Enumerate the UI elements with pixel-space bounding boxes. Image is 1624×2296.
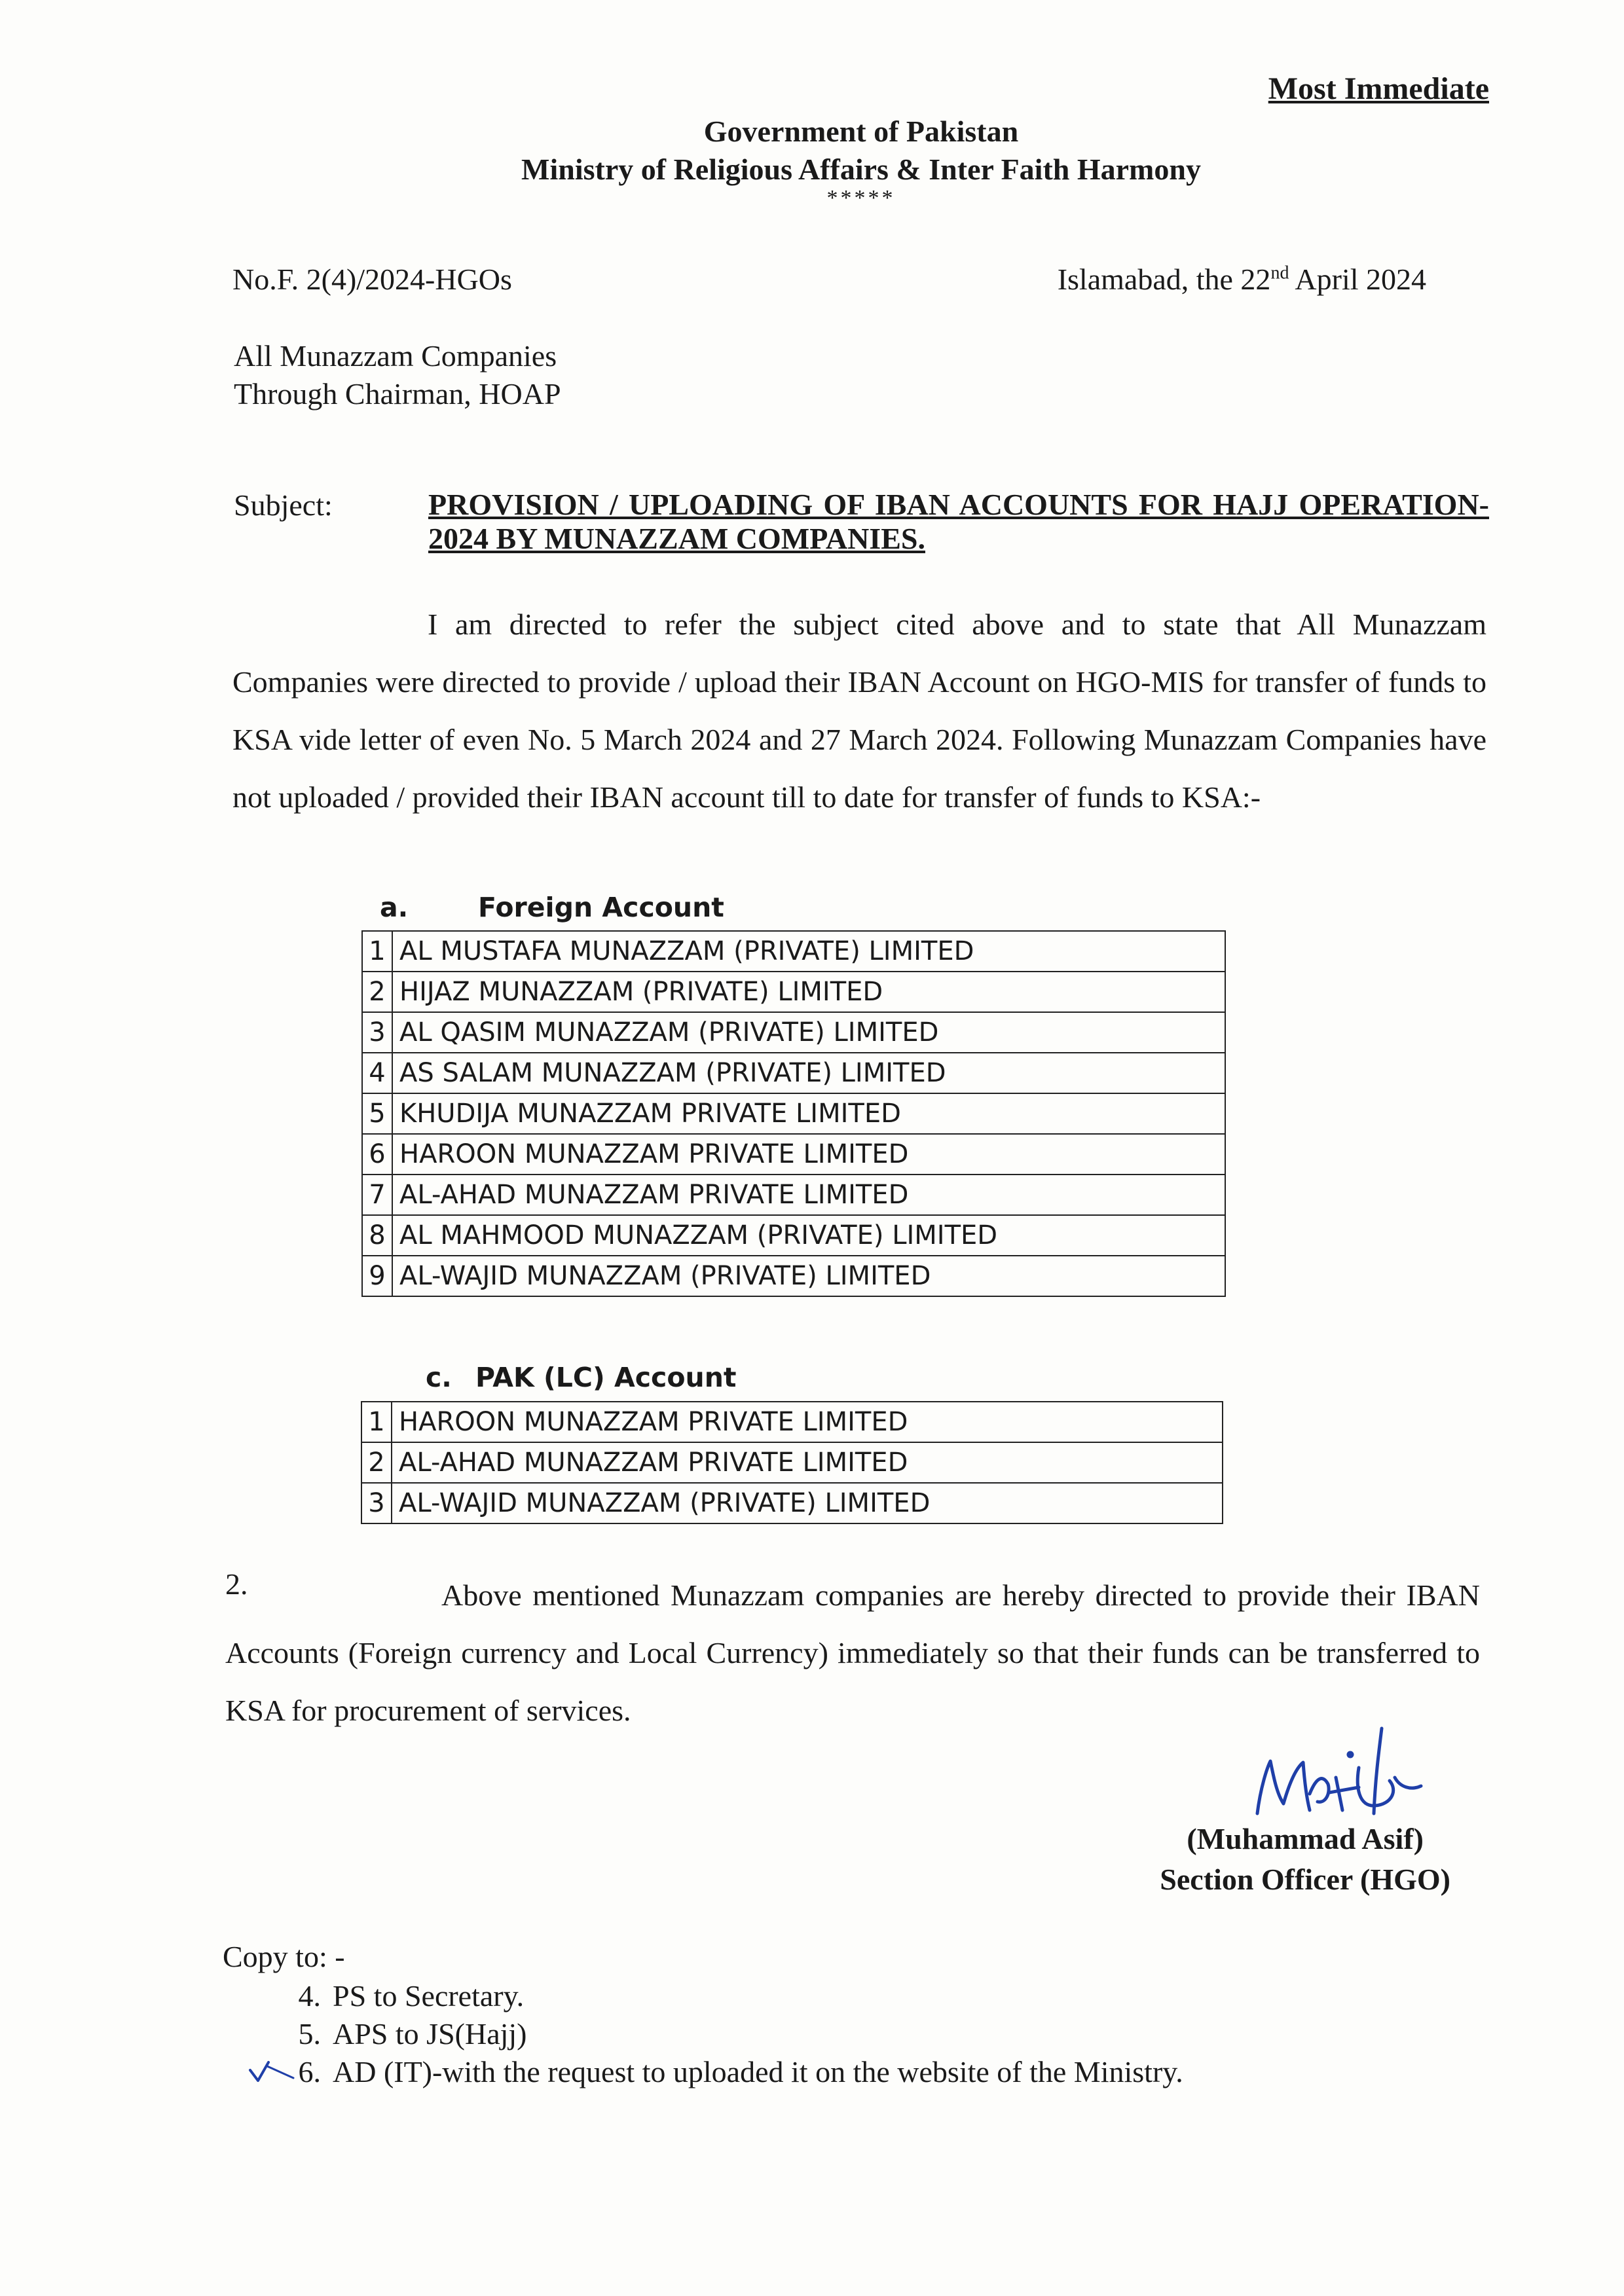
letterhead-ministry: Ministry of Religious Affairs & Inter Faith Harmony [521, 153, 1201, 186]
tick-mark-icon [248, 2058, 300, 2085]
foreign-account-table-body [362, 931, 1225, 1296]
pak-lc-account-company-name: AL-AHAD MUNAZZAM PRIVATE LIMITED [392, 1442, 1223, 1483]
letterhead [0, 113, 1624, 208]
addressee-line1: All Munazzam Companies [234, 339, 557, 373]
list-c-letter: c. [426, 1362, 452, 1393]
list-c-title: PAK (LC) Account [475, 1362, 737, 1393]
foreign-account-company-name: KHUDIJA MUNAZZAM PRIVATE LIMITED [392, 1093, 1225, 1134]
foreign-account-company-name: AS SALAM MUNAZZAM (PRIVATE) LIMITED [392, 1053, 1225, 1093]
reference-number: No.F. 2(4)/2024-HGOs [232, 263, 512, 296]
pak-lc-account-table-body [361, 1402, 1223, 1523]
date-prefix: Islamabad, the 22 [1057, 263, 1271, 296]
foreign-account-row [362, 972, 1225, 1012]
foreign-account-company-name: AL QASIM MUNAZZAM (PRIVATE) LIMITED [392, 1012, 1225, 1053]
paragraph-1: I am directed to refer the subject cited above and to state that All Munazzam Companies were directed to provide / upload their IBAN Account on HGO-MIS for transfer of funds to KSA vide letter of even No. 5 March 2024 and 27 March 2024. Following Munazzam Companies have not uploaded / provided their IBAN account till to date for transfer of funds to KSA:- [232, 608, 1486, 814]
copy-to-list [272, 1977, 1183, 2091]
copy-to-item-number: 4. [298, 1979, 321, 2013]
pak-lc-account-row [361, 1442, 1223, 1483]
foreign-account-row [362, 1093, 1225, 1134]
signatory-name: (Muhammad Asif) [1187, 1822, 1424, 1855]
copy-to-item-number: 6. [298, 2055, 321, 2088]
pak-lc-account-row-number: 2 [361, 1442, 392, 1483]
list-a-letter: a. [380, 892, 409, 923]
copy-to-item-text: PS to Secretary. [333, 1979, 525, 2013]
addressee-line2: Through Chairman, HOAP [234, 377, 561, 410]
foreign-account-row-number: 7 [362, 1175, 392, 1215]
foreign-account-row-number: 3 [362, 1012, 392, 1053]
paragraph-2: Above mentioned Munazzam companies are hereby directed to provide their IBAN Accounts (Foreign currency and Local Currency) immediately so that their funds can be transferred to KSA for procurement of services. [225, 1578, 1480, 1727]
pak-lc-account-table [361, 1401, 1223, 1524]
copy-to-item-text: AD (IT)-with the request to uploaded it on the website of the Ministry. [333, 2055, 1183, 2088]
date-suffix: April 2024 [1289, 263, 1426, 296]
pak-lc-account-row-number: 1 [361, 1402, 392, 1442]
foreign-account-row [362, 1053, 1225, 1093]
signatory-block [1160, 1819, 1450, 1900]
list-a-title: Foreign Account [478, 892, 724, 923]
foreign-account-company-name: AL-WAJID MUNAZZAM (PRIVATE) LIMITED [392, 1256, 1225, 1296]
foreign-account-row-number: 2 [362, 972, 392, 1012]
foreign-account-company-name: AL-AHAD MUNAZZAM PRIVATE LIMITED [392, 1175, 1225, 1215]
pak-lc-account-company-name: AL-WAJID MUNAZZAM (PRIVATE) LIMITED [392, 1483, 1223, 1523]
letterhead-government: Government of Pakistan [703, 115, 1019, 148]
foreign-account-row-number: 9 [362, 1256, 392, 1296]
copy-to-label: Copy to: - [223, 1940, 345, 1973]
copy-to-item-text: APS to JS(Hajj) [333, 2017, 527, 2050]
copy-to-item [272, 2053, 1183, 2091]
foreign-account-row-number: 4 [362, 1053, 392, 1093]
letterhead-stars: ***** [826, 186, 896, 210]
foreign-account-company-name: HAROON MUNAZZAM PRIVATE LIMITED [392, 1134, 1225, 1175]
foreign-account-row [362, 1256, 1225, 1296]
signature-strokes [1257, 1728, 1421, 1813]
pak-lc-account-row-number: 3 [361, 1483, 392, 1523]
date-ordinal: nd [1270, 263, 1289, 283]
foreign-account-row-number: 8 [362, 1215, 392, 1256]
foreign-account-row [362, 931, 1225, 972]
subject-text: PROVISION / UPLOADING OF IBAN ACCOUNTS FOR HAJJ OPERATION-2024 BY MUNAZZAM COMPANIES. [428, 488, 1489, 555]
foreign-account-table [361, 930, 1226, 1297]
date-line [1058, 262, 1426, 297]
pak-lc-account-company-name: HAROON MUNAZZAM PRIVATE LIMITED [392, 1402, 1223, 1442]
foreign-account-row-number: 5 [362, 1093, 392, 1134]
copy-to-item-number: 5. [298, 2017, 321, 2050]
subject-label: Subject: [234, 488, 333, 522]
foreign-account-company-name: AL MAHMOOD MUNAZZAM (PRIVATE) LIMITED [392, 1215, 1225, 1256]
foreign-account-row [362, 1175, 1225, 1215]
signatory-title: Section Officer (HGO) [1160, 1863, 1450, 1896]
paragraph-2-number: 2. [225, 1567, 248, 1601]
priority-label: Most Immediate [1268, 71, 1489, 106]
copy-to-item [272, 2015, 1183, 2053]
pak-lc-account-row [361, 1402, 1223, 1442]
foreign-account-company-name: AL MUSTAFA MUNAZZAM (PRIVATE) LIMITED [392, 931, 1225, 972]
foreign-account-row [362, 1012, 1225, 1053]
foreign-account-company-name: HIJAZ MUNAZZAM (PRIVATE) LIMITED [392, 972, 1225, 1012]
addressee [234, 337, 561, 413]
copy-to-item [272, 1977, 1183, 2015]
foreign-account-row [362, 1215, 1225, 1256]
foreign-account-row-number: 6 [362, 1134, 392, 1175]
foreign-account-row-number: 1 [362, 931, 392, 972]
pak-lc-account-row [361, 1483, 1223, 1523]
foreign-account-row [362, 1134, 1225, 1175]
